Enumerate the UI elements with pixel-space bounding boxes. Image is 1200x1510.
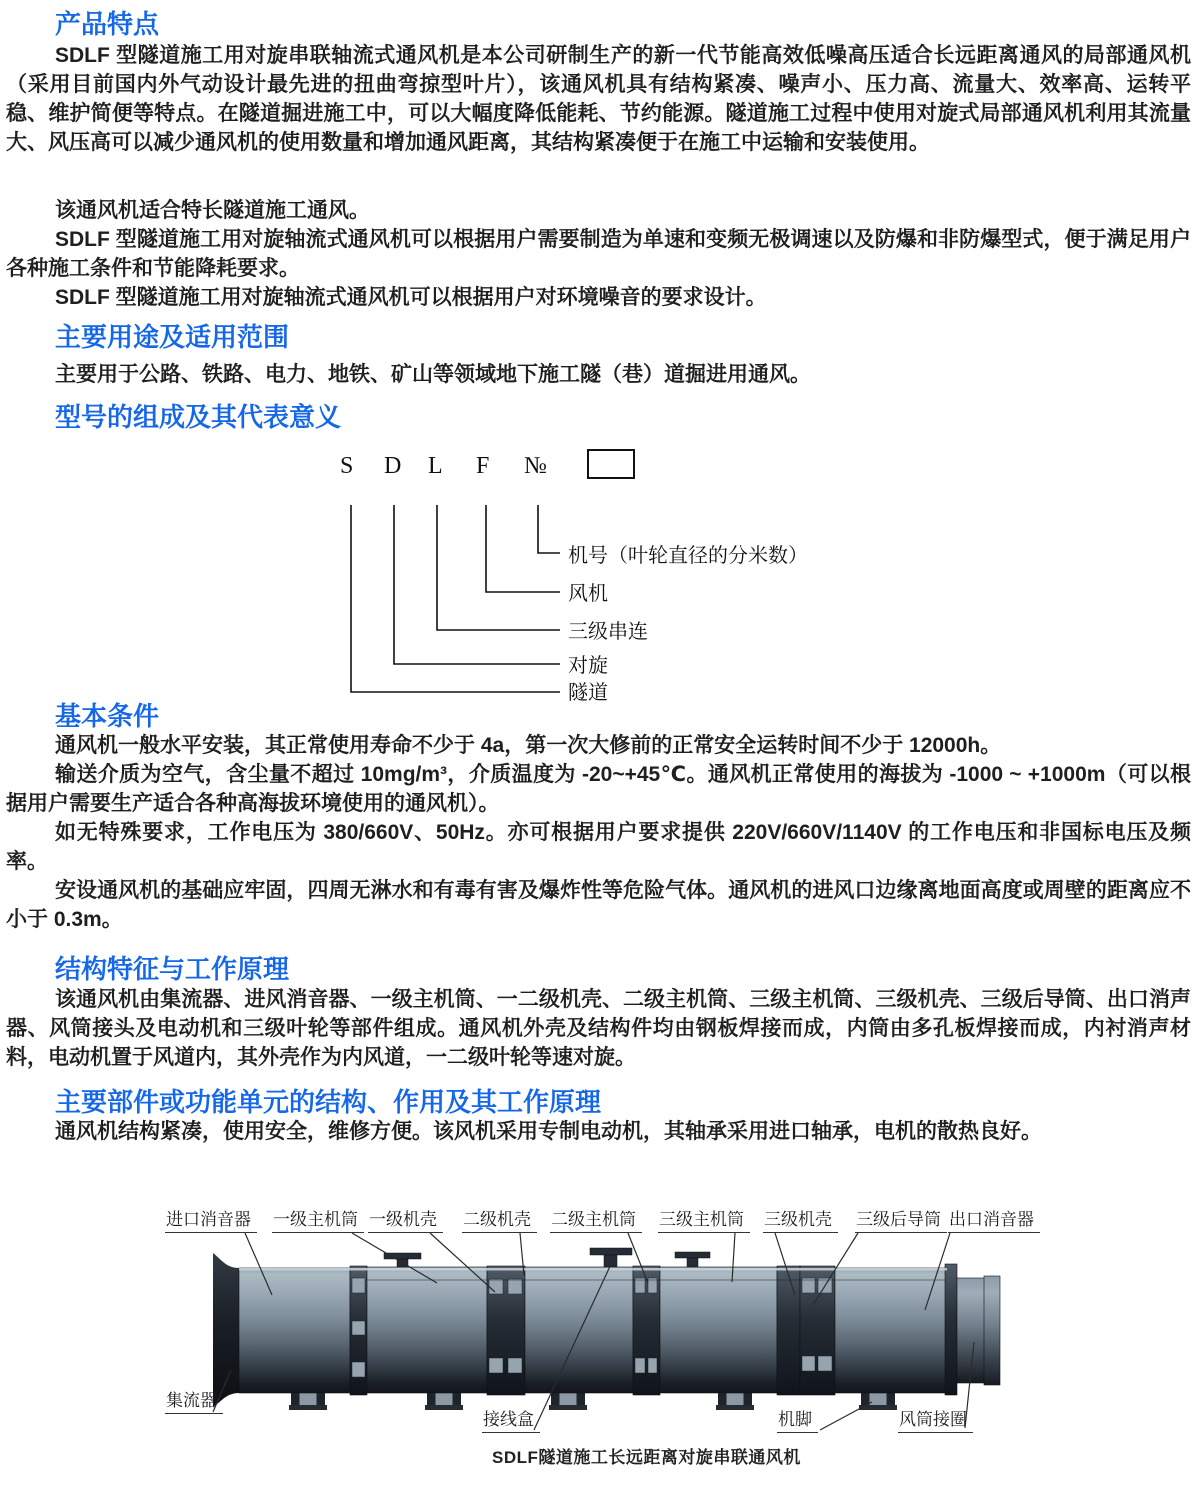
heading-product-features: 产品特点 [55,9,160,39]
heading-structure-principle: 结构特征与工作原理 [55,954,290,984]
part-label-collector: 集流器 [165,1390,223,1414]
illustration-caption: SDLF隧道施工长远距离对旋串联通风机 [492,1448,801,1467]
model-label-fan: 风机 [568,583,608,605]
usage-paragraph: 主要用于公路、铁路、电力、地铁、矿山等领域地下施工隧（巷）道掘进用通风。 [55,363,811,386]
part-label-stage1-main-barrel: 一级主机筒 [272,1209,364,1233]
features-paragraph-4: SDLF 型隧道施工用对旋轴流式通风机可以根据用户对环境噪音的要求设计。 [55,286,767,309]
basic-paragraph-4: 安设通风机的基础应牢固，四周无淋水和有毒有害及爆炸性等危险气体。通风机的进风口边缘离地面高度或周壁的距离应不小于 0.3m。 [6,879,1191,931]
part-label-machine-foot: 机脚 [777,1409,818,1433]
heading-model-composition: 型号的组成及其代表意义 [55,402,342,432]
top-flanges [384,1248,710,1269]
basic-paragraph-2: 输送介质为空气，含尘量不超过 10mg/m³，介质温度为 -20~+45℃。通风机正常使用的海拔为 -1000 ~ +1000m（可以根据用户需要生产适合各种高海拔环境使用的通风机）。 [6,763,1191,815]
part-label-stage3-rear-guide: 三级后导筒 [855,1209,947,1233]
structure-paragraph: 该通风机由集流器、进风消音器、一级主机筒、一二级机壳、二级主机筒、三级主机筒、三级机壳、三级后导筒、出口消声器、风筒接头及电动机和三级叶轮等部件组成。通风机外壳及结构件均由钢板焊接而成，内筒由多孔板焊接而成，内衬消声材料，电动机置于风道内，其外壳作为内风道，一二级叶轮等速对旋。 [6,988,1191,1069]
model-letter-s: S [340,453,354,479]
basic-paragraph-3: 如无特殊要求，工作电压为 380/660V、50Hz。亦可根据用户要求提供 220V/660V/1140V 的工作电压和非国标电压及频率。 [6,821,1191,873]
features-paragraph-1: SDLF 型隧道施工用对旋串联轴流式通风机是本公司研制生产的新一代节能高效低噪高压适合长远距离通风的局部通风机（采用目前国内外气动设计最先进的扭曲弯掠型叶片），该通风机具有结构紧凑、噪声小、压力高、流量大、效率高、运转平稳、维护简便等特点。在隧道掘进施工中，可以大幅度降低能耗、节约能源。隧道施工过程中使用对旋式局部通风机利用其流量大、风压高可以减少通风机的使用数量和增加通风距离，其结构紧凑便于在施工中运输和安装使用。 [6,44,1191,154]
fan-assembly-illustration [0,1190,1200,1480]
part-label-stage1-casing: 一级机壳 [368,1209,443,1233]
model-letter-f: F [476,453,490,479]
inlet-bell-shape [213,1253,239,1407]
part-label-stage3-main-barrel: 三级主机筒 [658,1209,750,1233]
model-letter-l: L [428,453,443,479]
basic-conditions-paragraphs [6,731,1191,934]
model-label-machine-no: 机号（叶轮直径的分米数） [568,545,808,567]
top-highlight [239,1268,947,1271]
model-letter-d: D [384,453,402,479]
part-label-stage3-casing: 三级机壳 [763,1209,838,1233]
basic-paragraph-1: 通风机一般水平安装，其正常使用寿命不少于 4a，第一次大修前的正常安全运转时间不少于 12000h。 [55,734,1002,757]
parts-paragraph: 通风机结构紧凑，使用安全，维修方便。该风机采用专制电动机，其轴承采用进口轴承，电机的散热良好。 [55,1120,1042,1143]
features-paragraph-3: SDLF 型隧道施工用对旋轴流式通风机可以根据用户需要制造为单速和变频无极调速以及防爆和非防爆型式，便于满足用户各种施工条件和节能降耗要求。 [6,228,1191,280]
part-label-stage2-casing: 二级机壳 [462,1209,537,1233]
model-label-three-stage-series: 三级串连 [568,621,648,643]
part-label-inlet-silencer: 进口消音器 [165,1209,257,1233]
heading-main-parts: 主要部件或功能单元的结构、作用及其工作原理 [55,1087,602,1117]
part-label-outlet-silencer: 出口消音器 [948,1209,1040,1233]
model-label-counter-rotating: 对旋 [568,655,608,677]
part-label-stage2-main-barrel: 二级主机筒 [550,1209,642,1233]
part-label-duct-ring: 风筒接圈 [898,1409,973,1433]
features-paragraph-2: 该通风机适合特长隧道施工通风。 [55,199,370,222]
heading-basic-conditions: 基本条件 [55,701,160,731]
model-letter-no: № [524,453,547,479]
model-label-tunnel: 隧道 [568,682,608,704]
part-label-junction-box: 接线盒 [482,1409,540,1433]
heading-main-usage: 主要用途及适用范围 [55,322,290,352]
